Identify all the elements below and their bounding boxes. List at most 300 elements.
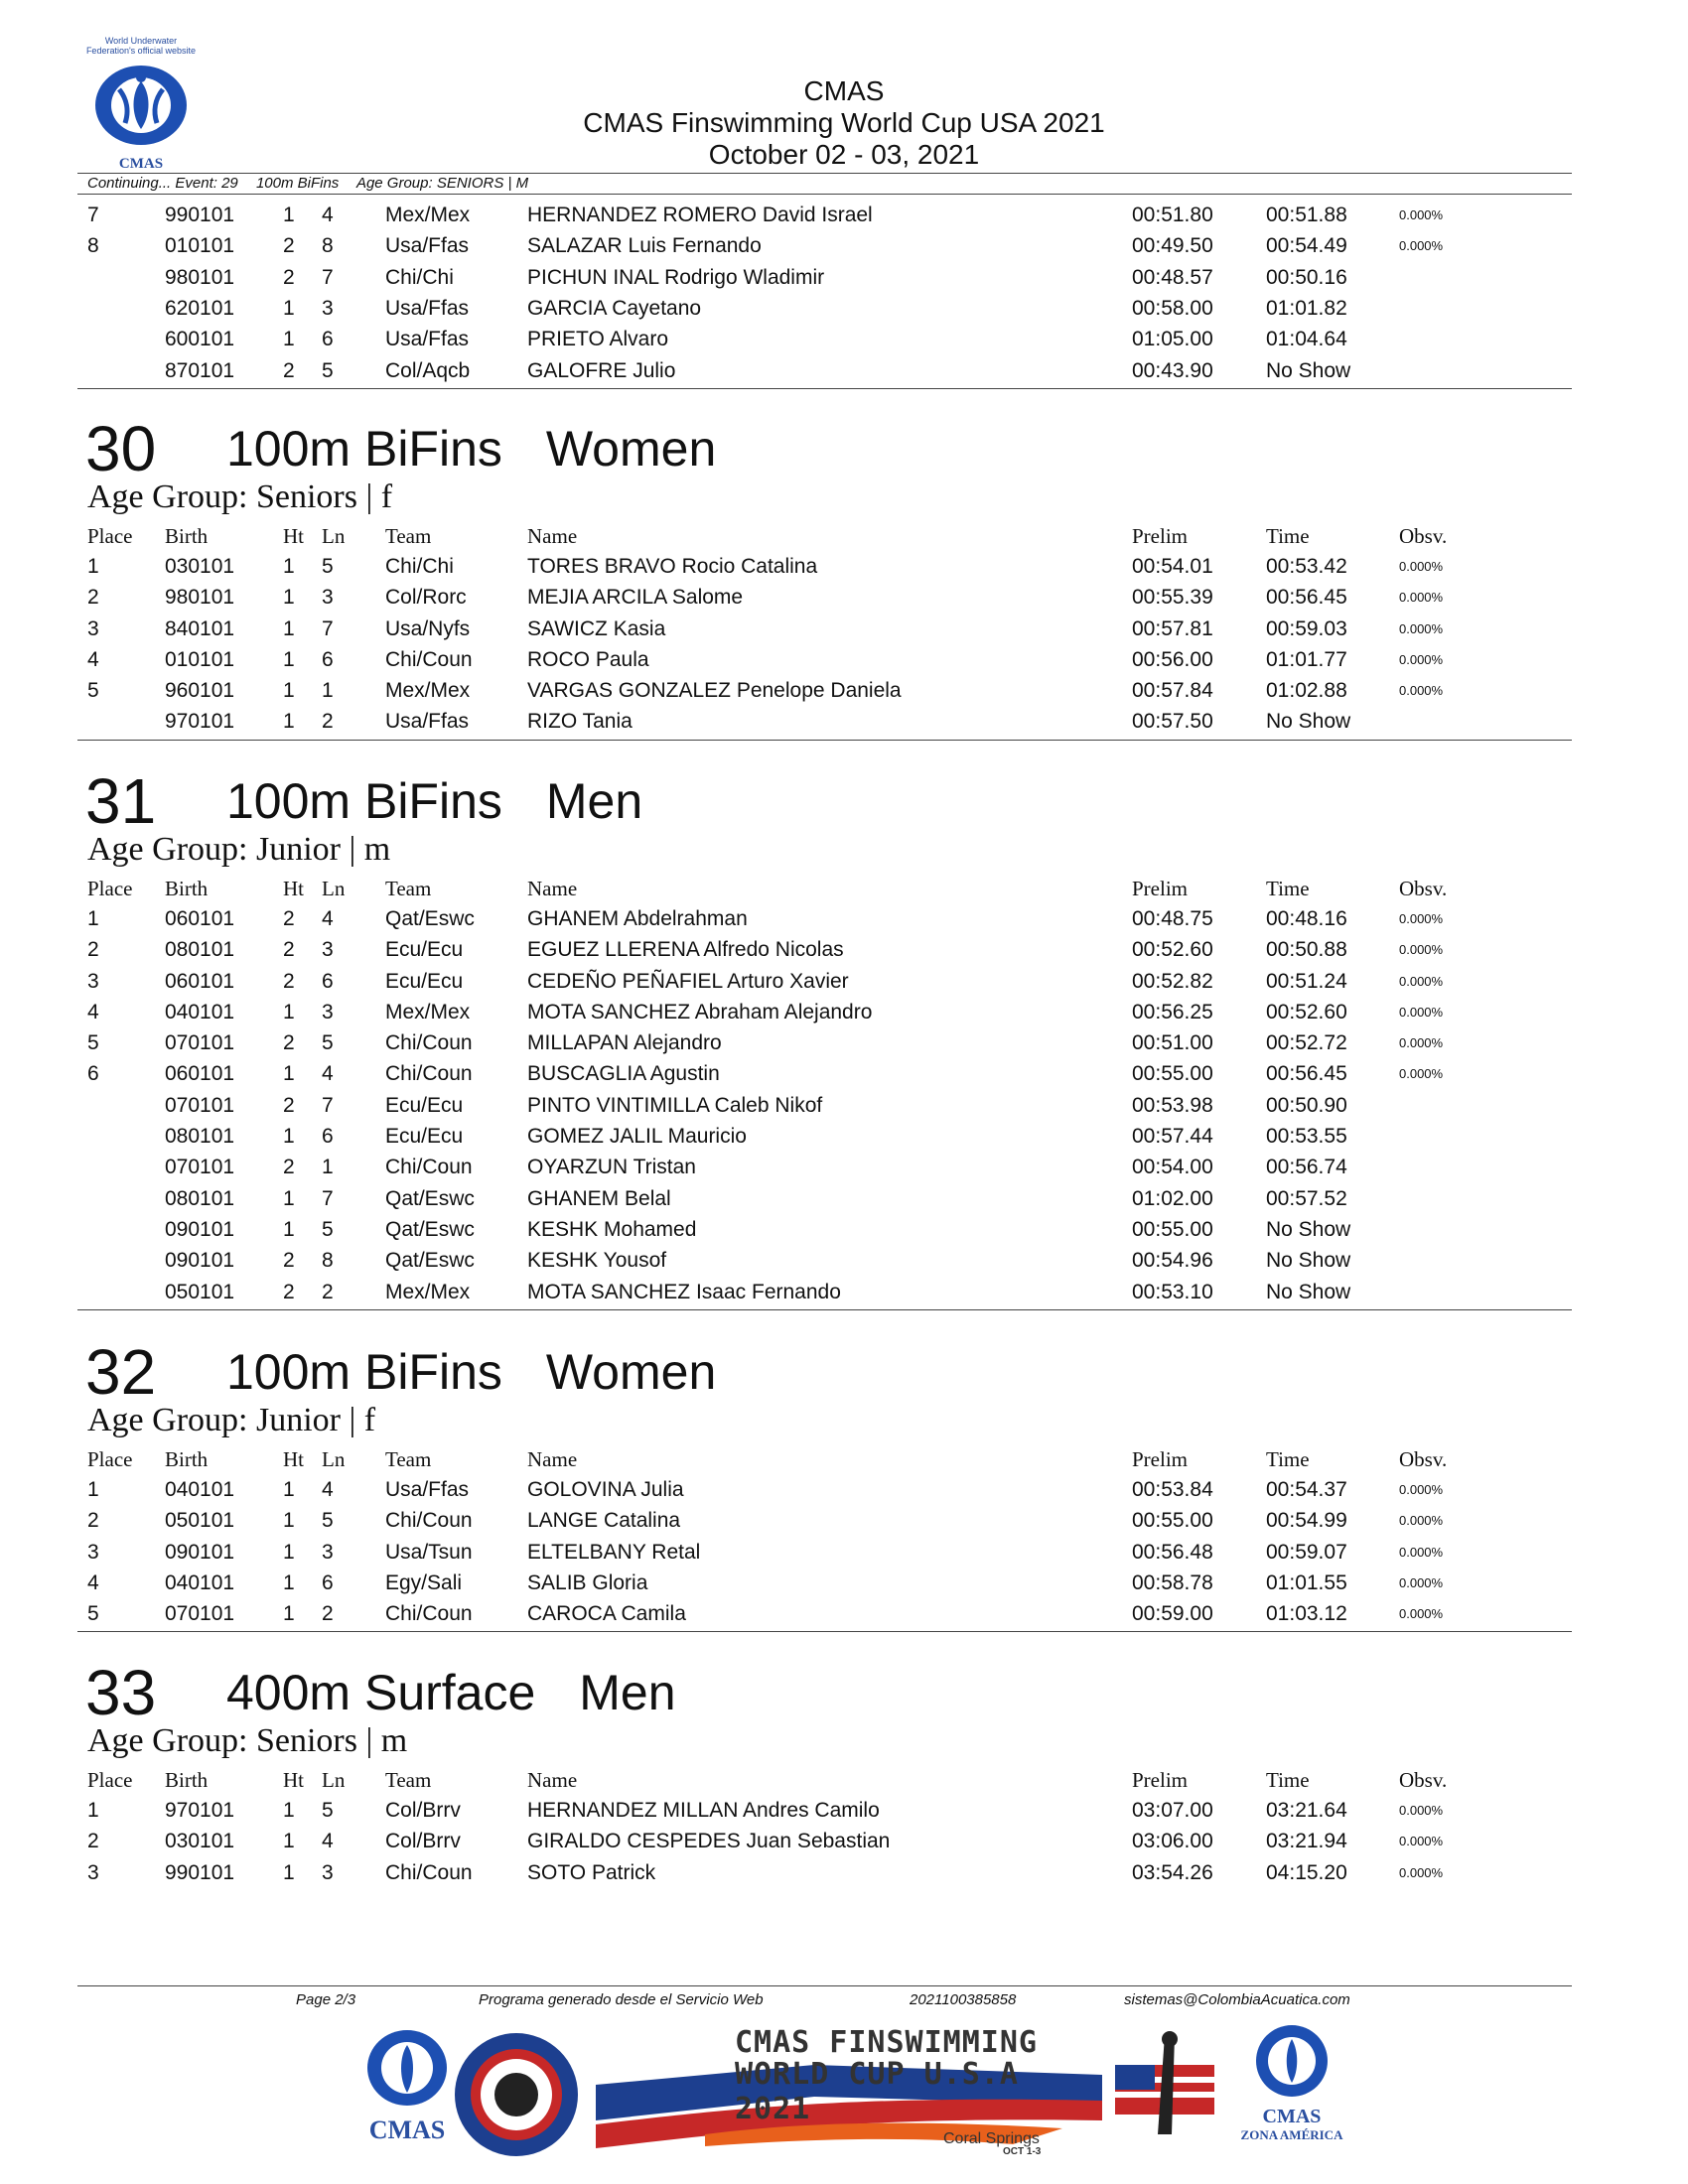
cell-time: 00:56.45: [1266, 1062, 1347, 1085]
cell-prelim: 00:55.39: [1132, 586, 1213, 609]
cell-birth: 090101: [165, 1541, 235, 1564]
cell-prelim: 00:58.78: [1132, 1571, 1213, 1594]
cell-ht: 2: [283, 938, 295, 961]
header-ln: Ln: [322, 1447, 346, 1471]
header-place: Place: [87, 524, 133, 548]
cell-ht: 2: [283, 1281, 295, 1303]
cell-ln: 6: [322, 1571, 334, 1594]
table-row: [0, 1121, 1688, 1153]
cell-ht: 1: [283, 1541, 295, 1564]
cell-birth: 970101: [165, 1799, 235, 1822]
footer-divider: [77, 1985, 1572, 1986]
table-row: [0, 324, 1688, 355]
cell-name: MOTA SANCHEZ Isaac Fernando: [527, 1281, 841, 1303]
cell-name: MEJIA ARCILA Salome: [527, 586, 744, 609]
underwater-society-logo: [453, 2031, 580, 2158]
cell-prelim: 00:54.01: [1132, 555, 1213, 578]
cell-place: 3: [87, 617, 99, 640]
competition-dates: October 02 - 03, 2021: [708, 139, 980, 170]
cell-obsv: 0.000%: [1399, 1066, 1444, 1081]
cell-ln: 4: [322, 1478, 334, 1501]
table-row: [0, 1505, 1688, 1537]
cell-place: 4: [87, 648, 99, 671]
header-team: Team: [385, 524, 432, 548]
cell-team: Chi/Coun: [385, 1509, 473, 1532]
cell-team: Col/Aqcb: [385, 359, 471, 382]
event-age-group: Age Group: Seniors | f: [87, 478, 393, 515]
cell-time: 03:21.94: [1266, 1830, 1347, 1852]
cell-ht: 1: [283, 679, 295, 702]
cell-prelim: 00:55.00: [1132, 1062, 1213, 1085]
cell-ln: 5: [322, 1218, 334, 1241]
cell-team: Col/Brrv: [385, 1799, 461, 1822]
footer-cmas-logo: [348, 2025, 467, 2154]
logo-caption: World Underwater Federation's official website: [85, 36, 197, 56]
cell-time: 01:01.82: [1266, 297, 1347, 320]
zona-america-text: ZONA AMÉRICA: [1240, 2127, 1343, 2142]
competition-title: CMAS Finswimming World Cup USA 2021: [583, 107, 1105, 138]
cell-prelim: 00:51.80: [1132, 204, 1213, 226]
section-divider: [77, 1309, 1572, 1310]
event-title: [226, 421, 760, 477]
header-obsv: Obsv.: [1399, 1768, 1448, 1792]
cell-birth: 080101: [165, 938, 235, 961]
cell-ht: 2: [283, 359, 295, 382]
cell-team: Usa/Ffas: [385, 328, 470, 350]
cell-team: Mex/Mex: [385, 1001, 471, 1024]
cell-birth: 040101: [165, 1001, 235, 1024]
zona-cmas-text: CMAS: [1262, 2106, 1322, 2127]
cell-ln: 5: [322, 1031, 334, 1054]
cell-obsv: 0.000%: [1399, 1834, 1444, 1848]
cell-team: Qat/Eswc: [385, 1187, 475, 1210]
cell-name: RIZO Tania: [527, 710, 633, 733]
cell-name: GHANEM Belal: [527, 1187, 671, 1210]
banner-line1: CMAS FINSWIMMING: [735, 2025, 1038, 2060]
cell-ln: 2: [322, 1281, 334, 1303]
cell-ln: 8: [322, 234, 334, 257]
table-row: [0, 1826, 1688, 1857]
cell-prelim: 00:58.00: [1132, 297, 1213, 320]
footer-generated: Programa generado desde el Servicio Web: [479, 1991, 764, 2008]
cell-ln: 2: [322, 710, 334, 733]
cell-place: 1: [87, 907, 99, 930]
cell-name: ELTELBANY Retal: [527, 1541, 701, 1564]
cell-time: 03:21.64: [1266, 1799, 1347, 1822]
cell-time: No Show: [1266, 710, 1351, 733]
cell-ht: 1: [283, 1509, 295, 1532]
org-title: CMAS: [803, 75, 885, 106]
cell-name: CEDEÑO PEÑAFIEL Arturo Xavier: [527, 970, 849, 993]
cell-team: Col/Brrv: [385, 1830, 461, 1852]
footer-code: 2021100385858: [910, 1991, 1017, 2008]
header-ln: Ln: [322, 1768, 346, 1792]
cell-birth: 960101: [165, 679, 235, 702]
table-row: [0, 966, 1688, 998]
cell-birth: 090101: [165, 1218, 235, 1241]
table-row: [0, 1537, 1688, 1569]
event-distance: 100m BiFins: [226, 1344, 502, 1400]
cell-prelim: 00:52.82: [1132, 970, 1213, 993]
cell-obsv: 0.000%: [1399, 1606, 1444, 1621]
cell-ln: 3: [322, 1541, 334, 1564]
cell-name: GOMEZ JALIL Mauricio: [527, 1125, 747, 1148]
society-seal-icon: [453, 2031, 580, 2158]
cell-place: 2: [87, 1509, 99, 1532]
cell-birth: 050101: [165, 1509, 235, 1532]
cell-time: 01:03.12: [1266, 1602, 1347, 1625]
table-row: [0, 997, 1688, 1028]
cell-prelim: 00:54.00: [1132, 1156, 1213, 1178]
cell-place: 3: [87, 970, 99, 993]
cell-name: PRIETO Alvaro: [527, 328, 668, 350]
world-cup-banner: [596, 2025, 1102, 2158]
cell-time: 01:01.55: [1266, 1571, 1347, 1594]
header-name: Name: [527, 524, 578, 548]
cell-prelim: 00:43.90: [1132, 359, 1213, 382]
cell-time: 00:53.42: [1266, 555, 1347, 578]
cell-ht: 2: [283, 1156, 295, 1178]
cell-prelim: 00:57.44: [1132, 1125, 1213, 1148]
cell-ht: 2: [283, 234, 295, 257]
header-team: Team: [385, 1447, 432, 1471]
cell-ht: 1: [283, 1062, 295, 1085]
cell-ht: 1: [283, 555, 295, 578]
cell-team: Chi/Chi: [385, 266, 454, 289]
cell-prelim: 00:48.57: [1132, 266, 1213, 289]
cell-obsv: 0.000%: [1399, 974, 1444, 989]
cell-name: BUSCAGLIA Agustin: [527, 1062, 720, 1085]
cell-birth: 010101: [165, 234, 235, 257]
cmas-zona-america-logo: [1227, 2021, 1356, 2160]
cell-prelim: 00:53.10: [1132, 1281, 1213, 1303]
banner-date: OCT 1-3: [1003, 2146, 1042, 2157]
cell-ht: 1: [283, 1571, 295, 1594]
cell-name: HERNANDEZ MILLAN Andres Camilo: [527, 1799, 880, 1822]
table-row: [0, 1152, 1688, 1183]
cell-ln: 6: [322, 648, 334, 671]
cell-name: LANGE Catalina: [527, 1509, 681, 1532]
event-gender: Women: [545, 1344, 717, 1400]
cell-name: SOTO Patrick: [527, 1861, 656, 1884]
header-divider: [77, 173, 1572, 174]
header-team: Team: [385, 1768, 432, 1792]
cell-team: Usa/Ffas: [385, 234, 470, 257]
header-name: Name: [527, 877, 578, 900]
cell-place: 2: [87, 938, 99, 961]
cell-birth: 070101: [165, 1602, 235, 1625]
cell-place: 4: [87, 1571, 99, 1594]
cell-name: PICHUN INAL Rodrigo Wladimir: [527, 266, 825, 289]
cell-birth: 600101: [165, 328, 235, 350]
cell-time: 00:54.49: [1266, 234, 1347, 257]
table-header-row: [0, 873, 1688, 904]
cell-ht: 1: [283, 1799, 295, 1822]
cell-name: PINTO VINTIMILLA Caleb Nikof: [527, 1094, 823, 1117]
cell-obsv: 0.000%: [1399, 942, 1444, 957]
cell-ht: 1: [283, 1861, 295, 1884]
header-birth: Birth: [165, 524, 209, 548]
cell-obsv: 0.000%: [1399, 1005, 1444, 1020]
table-row: [0, 706, 1688, 738]
cell-team: Chi/Coun: [385, 1156, 473, 1178]
header-time: Time: [1266, 1768, 1310, 1792]
header-ht: Ht: [283, 1768, 304, 1792]
cell-ht: 1: [283, 328, 295, 350]
cell-prelim: 00:56.00: [1132, 648, 1213, 671]
cell-time: 00:51.24: [1266, 970, 1347, 993]
cell-ln: 3: [322, 938, 334, 961]
cell-name: OYARZUN Tristan: [527, 1156, 696, 1178]
table-header-row: [0, 1443, 1688, 1475]
table-row: [0, 1277, 1688, 1308]
header-ht: Ht: [283, 877, 304, 900]
cell-team: Mex/Mex: [385, 204, 471, 226]
cell-team: Qat/Eswc: [385, 907, 475, 930]
cell-name: GHANEM Abdelrahman: [527, 907, 748, 930]
footer-page: Page 2/3: [296, 1991, 356, 2008]
header-place: Place: [87, 877, 133, 900]
cell-prelim: 01:05.00: [1132, 328, 1213, 350]
header-obsv: Obsv.: [1399, 877, 1448, 900]
cell-name: SAWICZ Kasia: [527, 617, 666, 640]
table-row: [0, 1568, 1688, 1599]
cell-ht: 1: [283, 1125, 295, 1148]
trophy-flag-icon: [1110, 2025, 1219, 2154]
cell-team: Chi/Coun: [385, 648, 473, 671]
cell-obsv: 0.000%: [1399, 1035, 1444, 1050]
table-header-row: [0, 520, 1688, 552]
event-title: [226, 1665, 720, 1720]
cell-birth: 030101: [165, 1830, 235, 1852]
logo-text: CMAS: [118, 156, 164, 172]
event-gender: Men: [579, 1665, 676, 1720]
table-row: [0, 551, 1688, 583]
cell-obsv: 0.000%: [1399, 1865, 1444, 1880]
cell-team: Usa/Tsun: [385, 1541, 473, 1564]
table-row: [0, 1857, 1688, 1889]
table-row: [0, 1795, 1688, 1827]
header-name: Name: [527, 1768, 578, 1792]
event-distance: 100m BiFins: [226, 773, 502, 829]
cell-birth: 040101: [165, 1478, 235, 1501]
header-prelim: Prelim: [1132, 524, 1188, 548]
cell-birth: 980101: [165, 266, 235, 289]
continuing-caption: [87, 175, 542, 192]
cell-team: Chi/Coun: [385, 1031, 473, 1054]
cell-ln: 5: [322, 555, 334, 578]
table-row: [0, 934, 1688, 966]
event-age-group: Age Group: Junior | f: [87, 1402, 376, 1438]
cell-place: 2: [87, 586, 99, 609]
cell-ln: 3: [322, 1001, 334, 1024]
cell-team: Usa/Ffas: [385, 710, 470, 733]
cell-name: MOTA SANCHEZ Abraham Alejandro: [527, 1001, 873, 1024]
cell-time: 00:48.16: [1266, 907, 1347, 930]
header-time: Time: [1266, 877, 1310, 900]
cell-team: Mex/Mex: [385, 679, 471, 702]
cell-birth: 980101: [165, 586, 235, 609]
header-name: Name: [527, 1447, 578, 1471]
cell-name: KESHK Mohamed: [527, 1218, 697, 1241]
cell-birth: 990101: [165, 1861, 235, 1884]
cell-ln: 4: [322, 204, 334, 226]
cell-prelim: 00:48.75: [1132, 907, 1213, 930]
banner-place: Coral Springs: [943, 2130, 1040, 2147]
cell-place: 8: [87, 234, 99, 257]
cell-ln: 3: [322, 586, 334, 609]
footer-cmas-text: CMAS: [368, 2116, 446, 2144]
header-birth: Birth: [165, 877, 209, 900]
cell-place: 1: [87, 555, 99, 578]
table-header-row: [0, 1764, 1688, 1796]
cell-ln: 7: [322, 1187, 334, 1210]
cell-ht: 1: [283, 1602, 295, 1625]
cell-team: Usa/Ffas: [385, 1478, 470, 1501]
cell-time: No Show: [1266, 1281, 1351, 1303]
cell-time: 00:51.88: [1266, 204, 1347, 226]
cell-time: 00:57.52: [1266, 1187, 1347, 1210]
cell-place: 4: [87, 1001, 99, 1024]
table-row: [0, 293, 1688, 325]
cell-prelim: 00:52.60: [1132, 938, 1213, 961]
header-time: Time: [1266, 1447, 1310, 1471]
continuing-event: 100m BiFins: [255, 175, 340, 192]
cell-ht: 1: [283, 586, 295, 609]
cell-time: 00:59.03: [1266, 617, 1347, 640]
cell-prelim: 00:54.96: [1132, 1249, 1213, 1272]
cell-team: Qat/Eswc: [385, 1218, 475, 1241]
footer-email: sistemas@ColombiaAcuatica.com: [1124, 1991, 1350, 2008]
cell-obsv: 0.000%: [1399, 1513, 1444, 1528]
table-row: [0, 675, 1688, 707]
cell-team: Egy/Sali: [385, 1571, 463, 1594]
cell-time: 01:01.77: [1266, 648, 1347, 671]
cell-place: 7: [87, 204, 99, 226]
cell-team: Usa/Nyfs: [385, 617, 471, 640]
cell-birth: 080101: [165, 1125, 235, 1148]
cell-ht: 1: [283, 1478, 295, 1501]
table-row: [0, 262, 1688, 294]
cell-birth: 080101: [165, 1187, 235, 1210]
event-distance: 400m Surface: [226, 1665, 536, 1720]
cell-prelim: 00:55.00: [1132, 1509, 1213, 1532]
cell-birth: 090101: [165, 1249, 235, 1272]
event-number: 33: [85, 1657, 157, 1728]
continuing-age-group: Age Group: SENIORS | M: [355, 175, 529, 192]
cell-ln: 4: [322, 1830, 334, 1852]
cell-ln: 3: [322, 1861, 334, 1884]
table-row: [0, 644, 1688, 676]
cell-time: 00:54.99: [1266, 1509, 1347, 1532]
cell-name: ROCO Paula: [527, 648, 649, 671]
cell-prelim: 03:06.00: [1132, 1830, 1213, 1852]
cell-name: EGUEZ LLERENA Alfredo Nicolas: [527, 938, 844, 961]
cell-place: 2: [87, 1830, 99, 1852]
cell-prelim: 03:54.26: [1132, 1861, 1213, 1884]
cell-obsv: 0.000%: [1399, 1482, 1444, 1497]
cell-name: MILLAPAN Alejandro: [527, 1031, 722, 1054]
cell-obsv: 0.000%: [1399, 1545, 1444, 1560]
cell-ht: 1: [283, 710, 295, 733]
cell-ln: 5: [322, 1509, 334, 1532]
cell-ht: 2: [283, 970, 295, 993]
cell-team: Ecu/Ecu: [385, 1125, 464, 1148]
cell-time: 04:15.20: [1266, 1861, 1347, 1884]
cell-team: Chi/Chi: [385, 555, 454, 578]
table-row: [0, 903, 1688, 935]
cell-ht: 1: [283, 1187, 295, 1210]
cell-name: GOLOVINA Julia: [527, 1478, 684, 1501]
event-title: [226, 773, 686, 829]
event-age-group: Age Group: Junior | m: [87, 831, 391, 868]
cell-birth: 070101: [165, 1156, 235, 1178]
cell-place: 3: [87, 1541, 99, 1564]
table-row: [0, 355, 1688, 387]
cell-ln: 5: [322, 1799, 334, 1822]
cell-place: 5: [87, 679, 99, 702]
cell-place: 1: [87, 1799, 99, 1822]
continuing-label: Continuing... Event: 29: [87, 175, 238, 192]
header-birth: Birth: [165, 1768, 209, 1792]
cell-prelim: 00:55.00: [1132, 1218, 1213, 1241]
cell-team: Col/Rorc: [385, 586, 467, 609]
cell-place: 1: [87, 1478, 99, 1501]
cell-time: 00:50.16: [1266, 266, 1347, 289]
cell-birth: 010101: [165, 648, 235, 671]
cell-birth: 040101: [165, 1571, 235, 1594]
cell-birth: 070101: [165, 1031, 235, 1054]
section-divider: [77, 1631, 1572, 1632]
cell-ln: 8: [322, 1249, 334, 1272]
header-team: Team: [385, 877, 432, 900]
event-number: 31: [85, 765, 157, 837]
cell-obsv: 0.000%: [1399, 1575, 1444, 1590]
cell-name: SALAZAR Luis Fernando: [527, 234, 762, 257]
event-gender: Women: [545, 421, 717, 477]
header-ht: Ht: [283, 524, 304, 548]
header-obsv: Obsv.: [1399, 1447, 1448, 1471]
cell-obsv: 0.000%: [1399, 621, 1444, 636]
cell-team: Ecu/Ecu: [385, 938, 464, 961]
cmas-emblem-icon: [1247, 2021, 1336, 2101]
cell-birth: 030101: [165, 555, 235, 578]
cell-birth: 060101: [165, 907, 235, 930]
cell-time: 01:04.64: [1266, 328, 1347, 350]
cell-name: SALIB Gloria: [527, 1571, 648, 1594]
cell-time: No Show: [1266, 1249, 1351, 1272]
header-prelim: Prelim: [1132, 1447, 1188, 1471]
cell-prelim: 00:56.48: [1132, 1541, 1213, 1564]
cell-ht: 1: [283, 1830, 295, 1852]
cell-birth: 970101: [165, 710, 235, 733]
cell-time: No Show: [1266, 359, 1351, 382]
header-ht: Ht: [283, 1447, 304, 1471]
cell-ht: 1: [283, 1218, 295, 1241]
header-prelim: Prelim: [1132, 1768, 1188, 1792]
fit-and-fins-logo: [1110, 2025, 1219, 2154]
cell-prelim: 00:49.50: [1132, 234, 1213, 257]
header-ln: Ln: [322, 877, 346, 900]
cell-ln: 4: [322, 907, 334, 930]
cell-time: 00:59.07: [1266, 1541, 1347, 1564]
cell-ln: 1: [322, 1156, 334, 1178]
cell-prelim: 00:51.00: [1132, 1031, 1213, 1054]
cell-time: 00:50.88: [1266, 938, 1347, 961]
cell-name: KESHK Yousof: [527, 1249, 667, 1272]
cell-name: GIRALDO CESPEDES Juan Sebastian: [527, 1830, 891, 1852]
cell-place: 6: [87, 1062, 99, 1085]
